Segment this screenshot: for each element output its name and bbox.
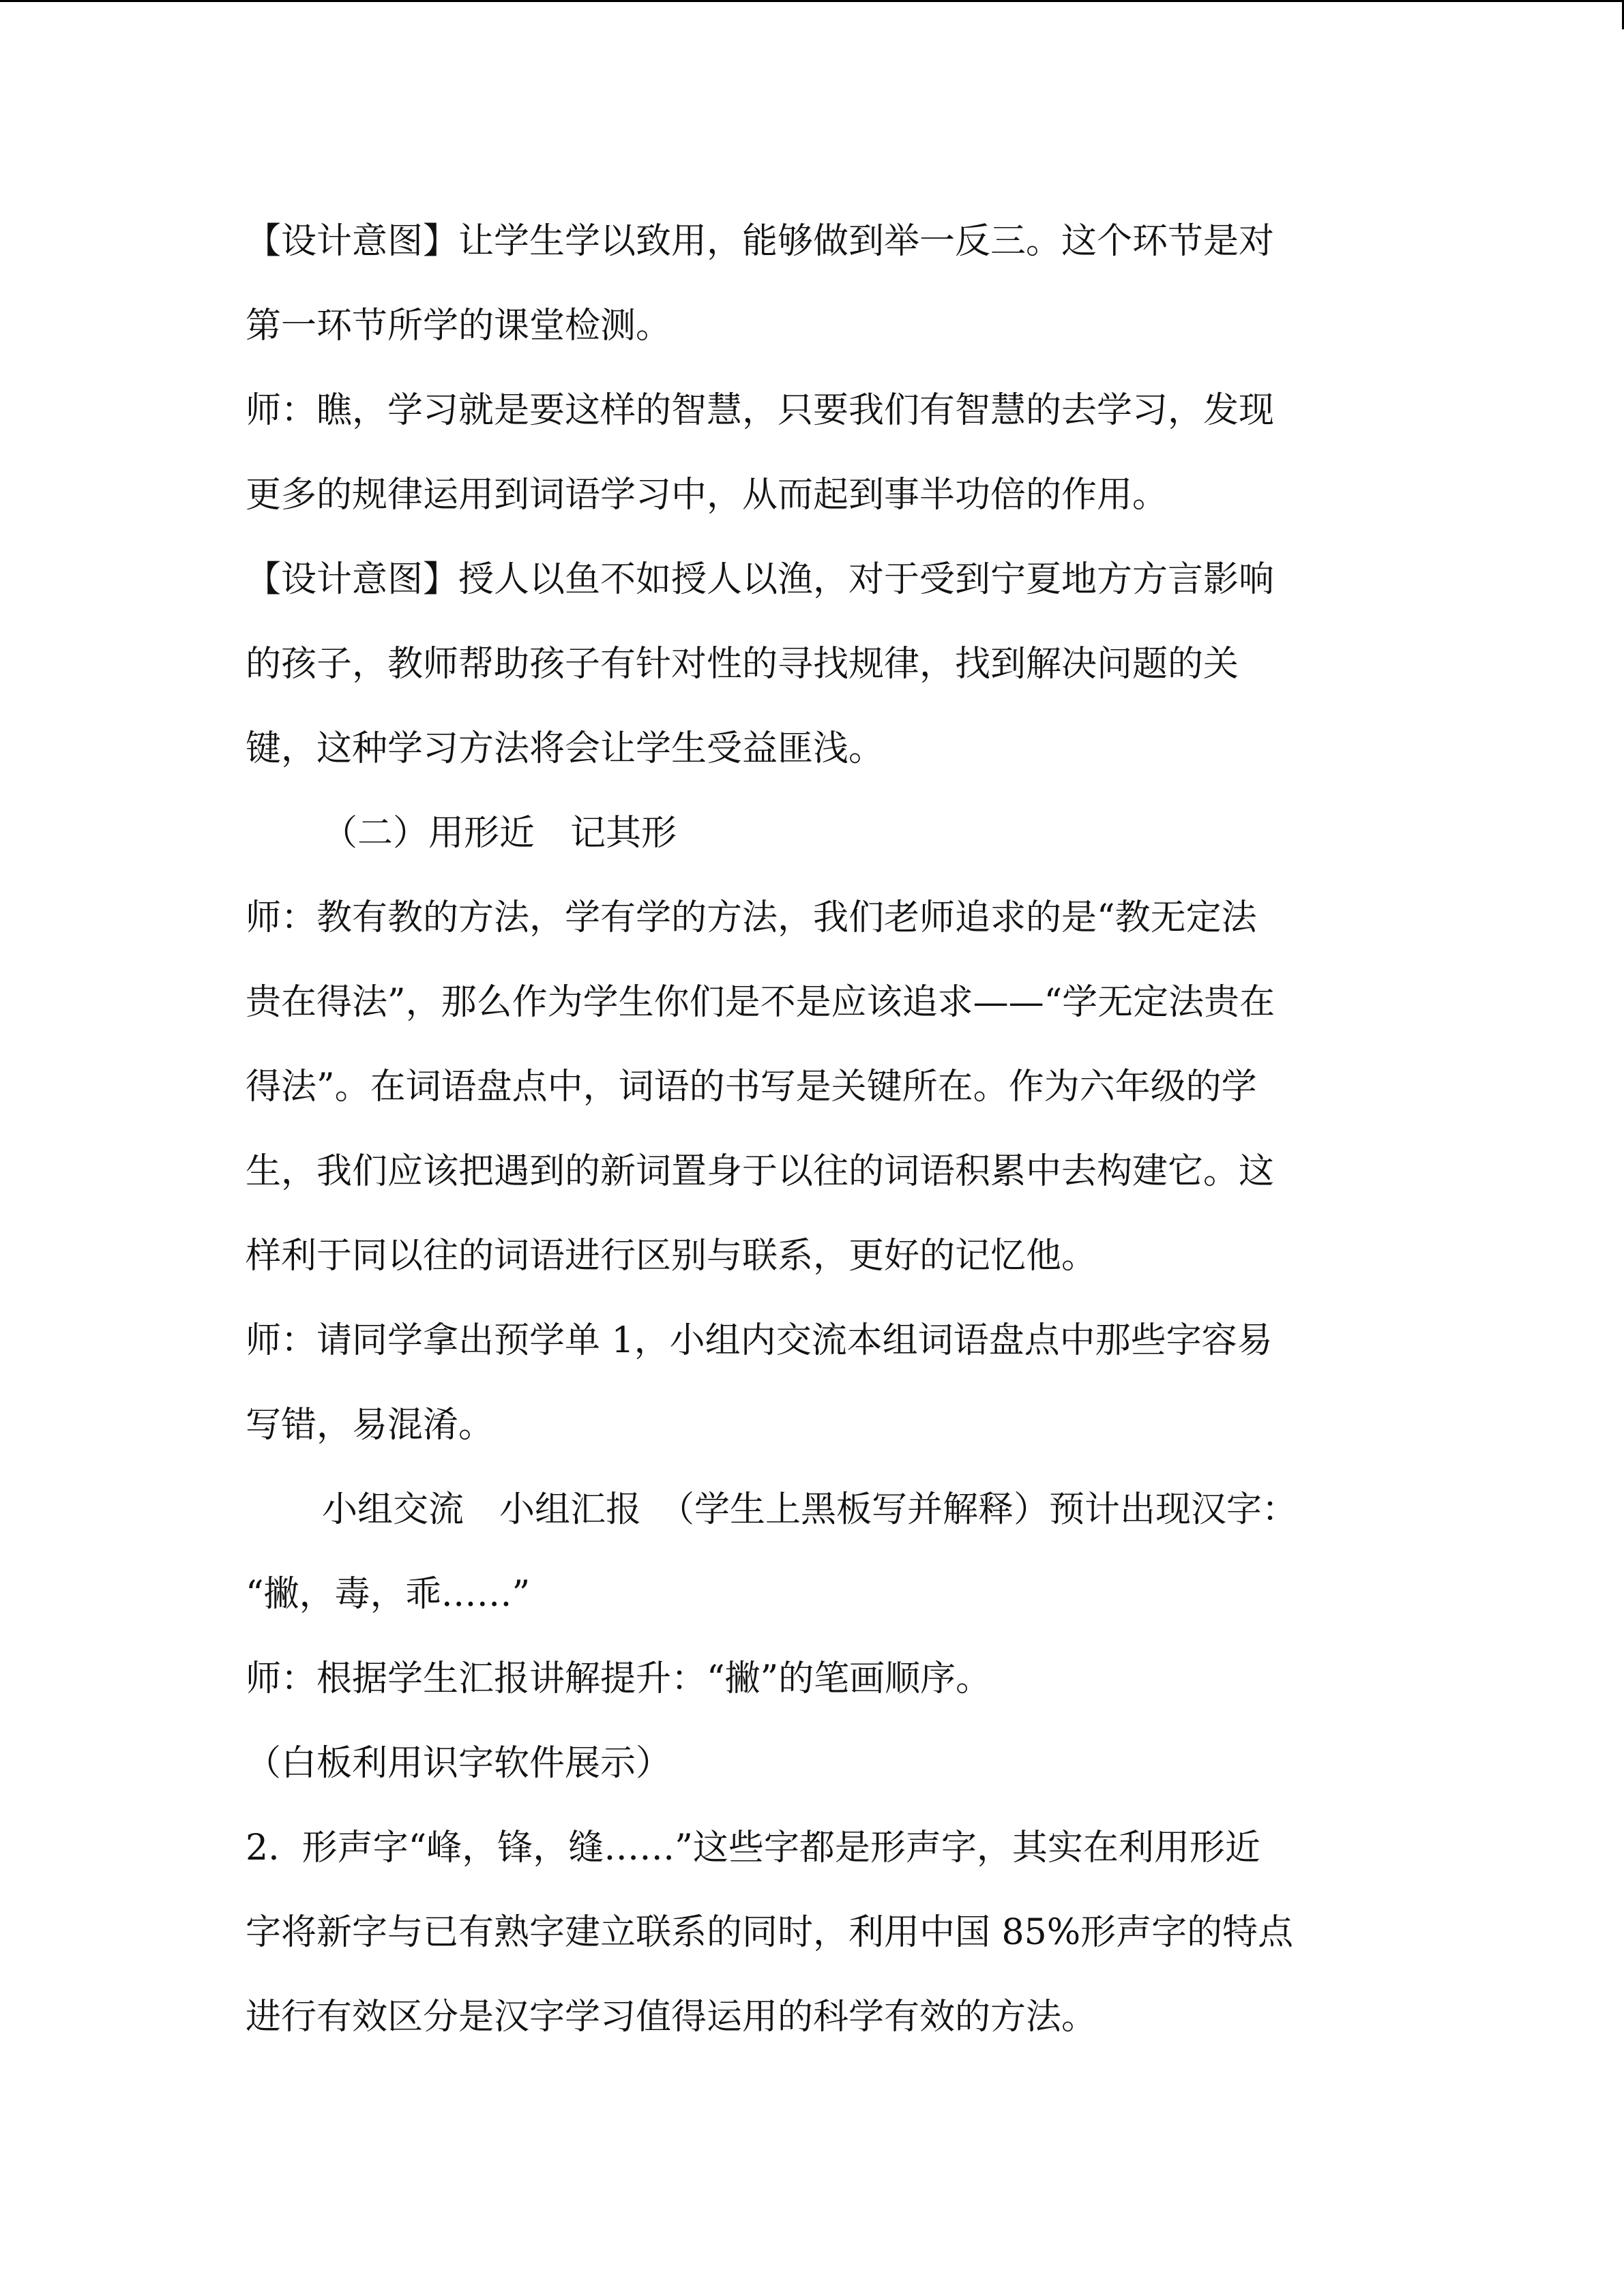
paragraph-line: 键，这种学习方法将会让学生受益匪浅。: [246, 728, 885, 769]
paragraph-line: 写错，易混淆。: [246, 1405, 494, 1446]
paragraph-line: 2. 形声字“峰，锋，缝……”这些字都是形声字，其实在利用形近: [246, 1828, 1260, 1868]
paragraph-line: 得法”。在词语盘点中，词语的书写是关键所在。作为六年级的学: [246, 1067, 1257, 1107]
paragraph-line: 字将新字与已有熟字建立联系的同时，利用中国 85%形声字的特点: [246, 1912, 1294, 1953]
paragraph-line: 更多的规律运用到词语学习中，从而起到事半功倍的作用。: [246, 475, 1168, 516]
paragraph-line: 样利于同以往的词语进行区别与联系，更好的记忆他。: [246, 1236, 1097, 1277]
paragraph-line: 【设计意图】授人以鱼不如授人以渔，对于受到宁夏地方方言影响: [246, 559, 1275, 600]
paragraph-line: 师：请同学拿出预学单 1，小组内交流本组词语盘点中那些字容易: [246, 1320, 1273, 1361]
paragraph-line: 贵在得法”，那么作为学生你们是不是应该追求——“学无定法贵在: [246, 982, 1275, 1023]
paragraph-line: 进行有效区分是汉字学习值得运用的科学有效的方法。: [246, 1997, 1097, 2038]
paragraph-line: “撇，毒，乖……”: [246, 1574, 531, 1615]
paragraph-line: 生，我们应该把遇到的新词置身于以往的词语积累中去构建它。这: [246, 1151, 1275, 1192]
section-heading: （二）用形近 记其形: [322, 813, 677, 854]
document-body: [246, 216, 1391, 2076]
paragraph-line: （白板利用识字软件展示）: [246, 1743, 672, 1784]
paragraph-line: 师：教有教的方法，学有学的方法，我们老师追求的是“教无定法: [246, 897, 1257, 938]
paragraph-line: 小组交流 小组汇报 （学生上黑板写并解释）预计出现汉字：: [322, 1489, 1298, 1530]
paragraph-line: 师：根据学生汇报讲解提升：“撇”的笔画顺序。: [246, 1658, 992, 1699]
paragraph-line: 【设计意图】让学生学以致用，能够做到举一反三。这个环节是对: [246, 221, 1275, 262]
paragraph-line: 第一环节所学的课堂检测。: [246, 305, 672, 346]
paragraph-line: 师：瞧，学习就是要这样的智慧，只要我们有智慧的去学习，发现: [246, 390, 1275, 431]
paragraph-line: 的孩子，教师帮助孩子有针对性的寻找规律，找到解决问题的关: [246, 644, 1239, 685]
